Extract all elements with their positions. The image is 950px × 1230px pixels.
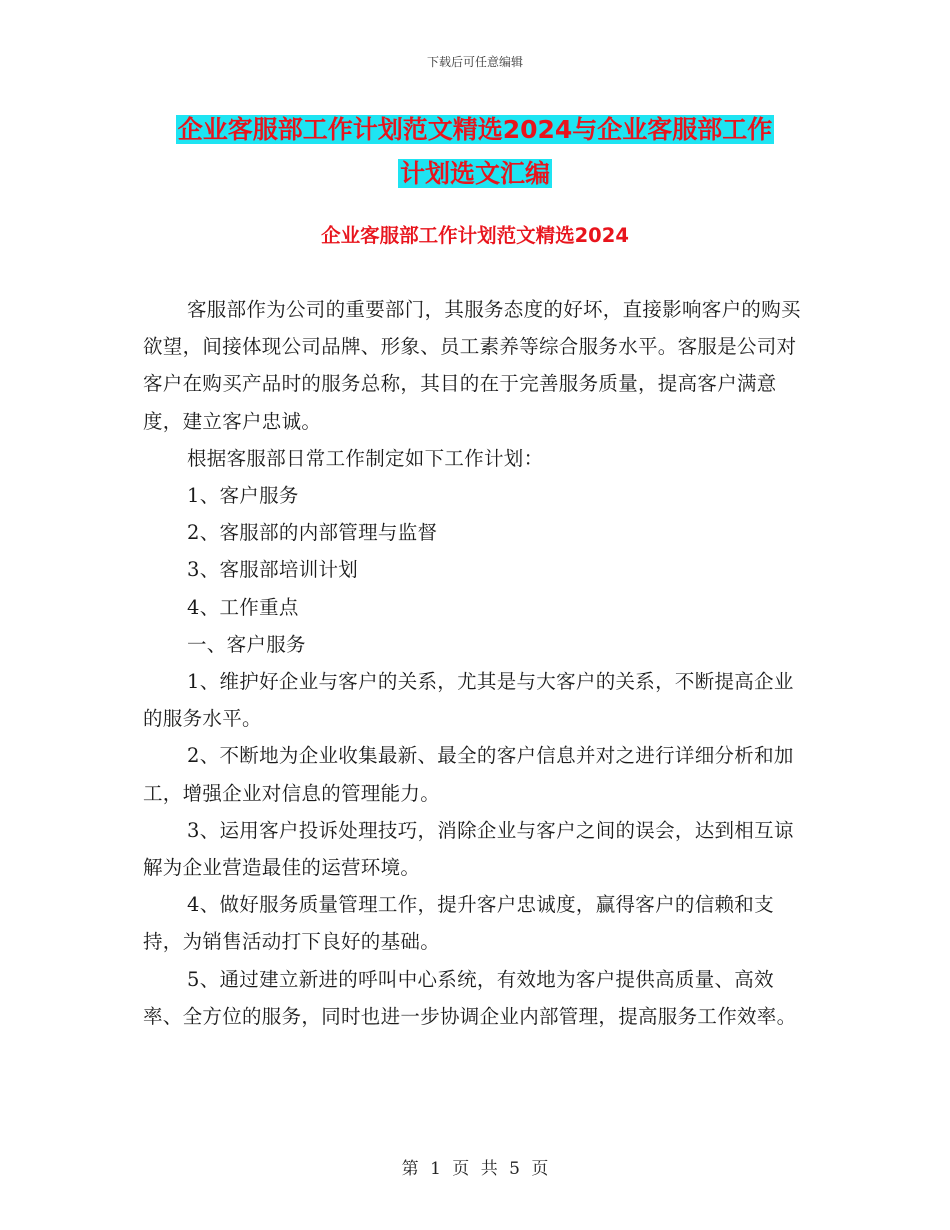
paragraph: 3、运用客户投诉处理技巧，消除企业与客户之间的误会，达到相互谅解为企业营造最佳的运营环境。 <box>143 818 794 880</box>
paragraph: 1、维护好企业与客户的关系，尤其是与大客户的关系，不断提高企业的服务水平。 <box>143 670 794 731</box>
list-item: 4、工作重点 <box>187 595 299 619</box>
paragraph-plan-lead: 根据客服部日常工作制定如下工作计划： <box>187 446 544 470</box>
page-footer: 第 1 页 共 5 页 <box>401 1159 549 1179</box>
paragraph: 2、不断地为企业收集最新、最全的客户信息并对之进行详细分析和加工，增强企业对信息的管理能力。 <box>143 744 794 805</box>
paragraph: 5、通过建立新进的呼叫中心系统，有效地为客户提供高质量、高效率、全方位的服务，同时也进一步协调企业内部管理，提高服务工作效率。 <box>143 967 797 1028</box>
list-item: 2、客服部的内部管理与监督 <box>187 521 438 545</box>
list-item: 1、客户服务 <box>187 484 299 508</box>
list-item: 3、客服部培训计划 <box>187 558 359 582</box>
section-subtitle: 企业客服部工作计划范文精选2024 <box>321 224 629 247</box>
page-header: 下载后可任意编辑 <box>426 55 523 69</box>
title-highlight-2: 计划选文汇编 <box>399 159 550 188</box>
paragraph-intro: 客服部作为公司的重要部门，其服务态度的好坏，直接影响客户的购买欲望，间接体现公司品牌、形象、员工素养等综合服务水平。客服是公司对客户在购买产品时的服务总称，其目的在于完善服务质量，提高客户满意度，建立客户忠诚。 <box>143 298 801 433</box>
section-heading: 一、客户服务 <box>187 632 306 656</box>
body-text <box>143 291 813 1035</box>
paragraph: 4、做好服务质量管理工作，提升客户忠诚度，赢得客户的信赖和支持，为销售活动打下良好的基础。 <box>143 893 774 954</box>
document-title-line-2 <box>140 155 810 193</box>
document-title-line-1 <box>140 111 810 149</box>
title-highlight-1: 企业客服部工作计划范文精选2024与企业客服部工作 <box>177 115 773 144</box>
